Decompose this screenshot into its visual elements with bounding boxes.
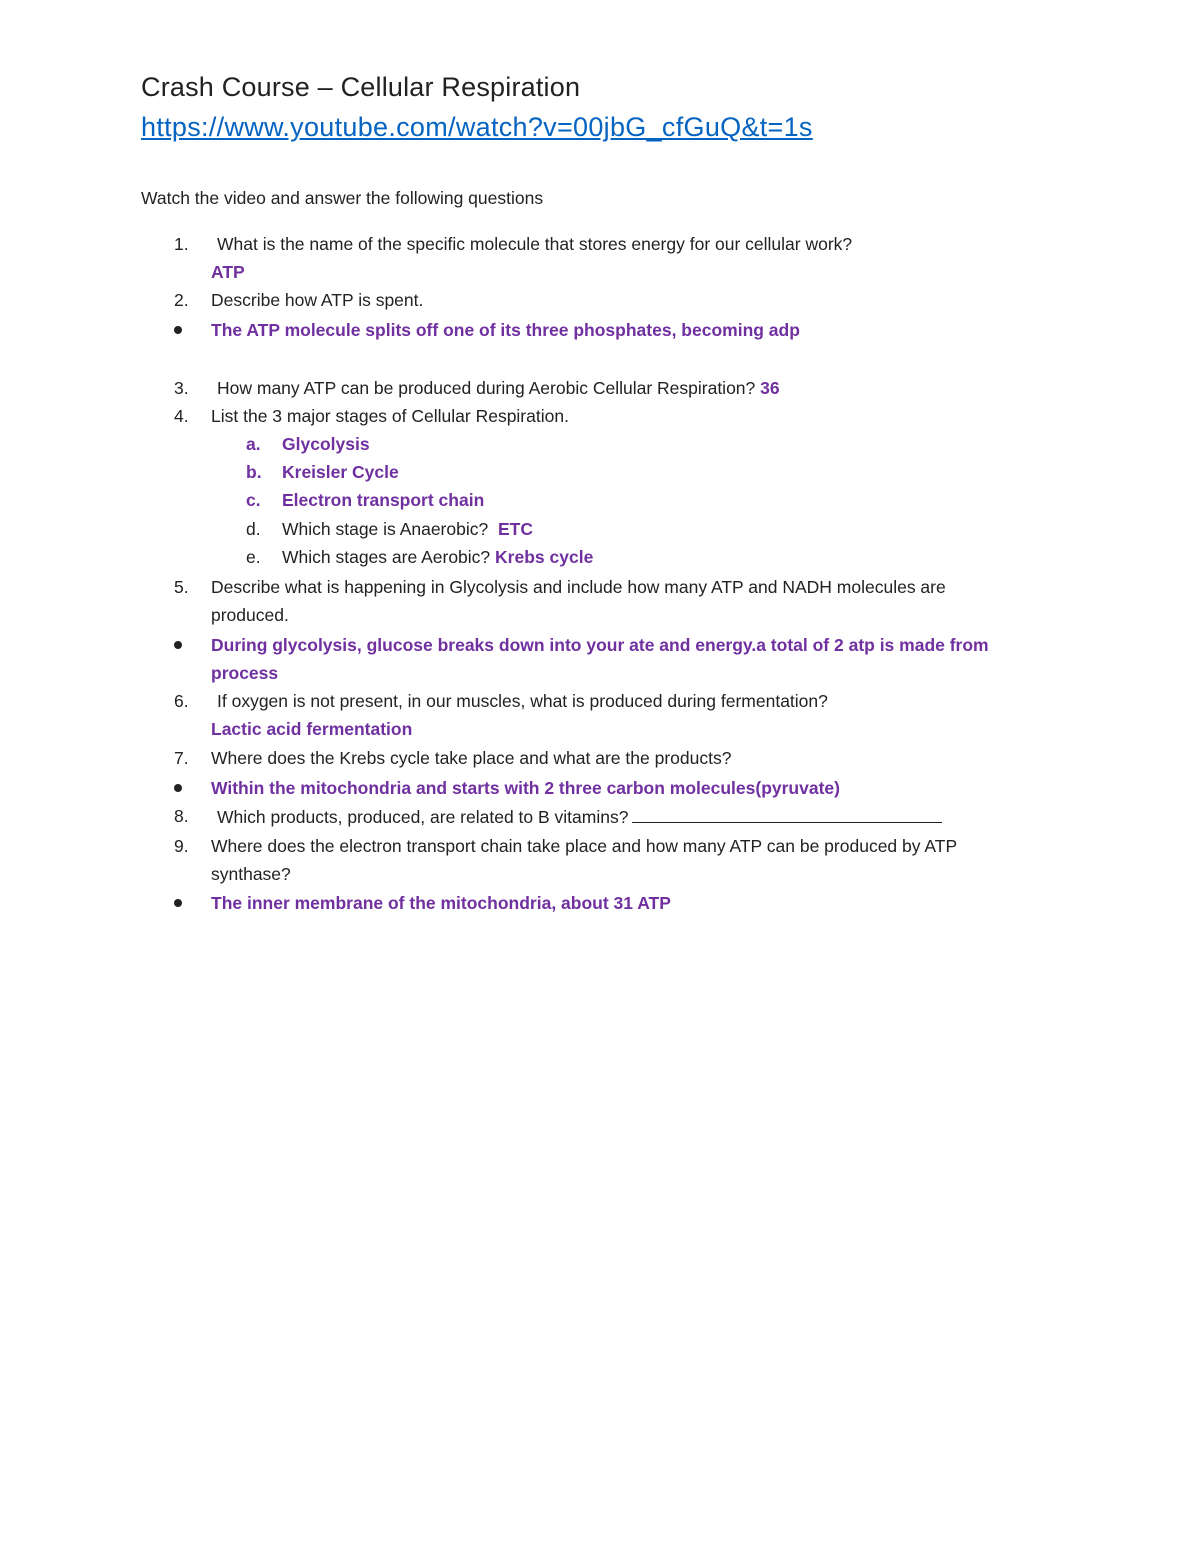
q2-number: 2. — [174, 290, 189, 310]
q4-item-e-question: Which stages are Aerobic? — [282, 547, 491, 567]
bullet-icon — [174, 784, 182, 792]
q4-question: List the 3 major stages of Cellular Respiration. — [211, 406, 569, 426]
q3-line — [217, 376, 780, 400]
q7-number: 7. — [174, 748, 189, 768]
q1-number: 1. — [174, 234, 189, 254]
q4-item-b-answer: Kreisler Cycle — [282, 462, 399, 482]
bullet-icon — [174, 326, 182, 334]
q5-question-line1: Describe what is happening in Glycolysis and include how many ATP and NADH molecules are — [211, 577, 946, 597]
q4-item-e — [282, 545, 593, 569]
q9-question-line1: Where does the electron transport chain take place and how many ATP can be produced by ATP — [211, 836, 958, 856]
q4-item-b-letter: b. — [246, 462, 262, 482]
q2-answer: The ATP molecule splits off one of its three phosphates, becoming adp — [211, 320, 800, 340]
q6-number: 6. — [174, 691, 189, 711]
instructions: Watch the video and answer the following questions — [141, 188, 544, 208]
q3-answer: 36 — [760, 378, 780, 398]
video-link[interactable]: https://www.youtube.com/watch?v=00jbG_cfGuQ&t=1s — [141, 112, 813, 142]
bullet-icon — [174, 899, 182, 907]
q8-line — [217, 804, 942, 829]
q3-question: How many ATP can be produced during Aerobic Cellular Respiration? — [217, 378, 756, 398]
page-title: Crash Course – Cellular Respiration — [141, 72, 581, 102]
q4-item-c-letter: c. — [246, 490, 261, 510]
q9-number: 9. — [174, 836, 189, 856]
q2-question: Describe how ATP is spent. — [211, 290, 424, 310]
q5-number: 5. — [174, 577, 189, 597]
q1-question: What is the name of the specific molecule that stores energy for our cellular work? — [217, 234, 853, 254]
q8-answer-blank[interactable] — [632, 804, 942, 823]
q4-item-d-answer: ETC — [497, 519, 533, 539]
q6-question: If oxygen is not present, in our muscles, what is produced during fermentation? — [217, 691, 828, 711]
q5-answer-line1: During glycolysis, glucose breaks down into your ate and energy.a total of 2 atp is made from — [211, 635, 989, 655]
q6-answer: Lactic acid fermentation — [211, 719, 413, 739]
bullet-icon — [174, 641, 182, 649]
q1-answer: ATP — [211, 262, 245, 282]
q5-question-line2: produced. — [211, 605, 289, 625]
q8-question: Which products, produced, are related to B vitamins? — [217, 807, 629, 827]
q8-number: 8. — [174, 806, 189, 826]
q4-item-a-answer: Glycolysis — [282, 434, 370, 454]
q7-answer: Within the mitochondria and starts with 2 three carbon molecules(pyruvate) — [211, 778, 840, 798]
q4-item-d — [282, 517, 533, 541]
q9-answer: The inner membrane of the mitochondria, about 31 ATP — [211, 893, 671, 913]
q7-question: Where does the Krebs cycle take place and what are the products? — [211, 748, 732, 768]
q4-item-c-answer: Electron transport chain — [282, 490, 485, 510]
q5-answer-line2: process — [211, 663, 279, 683]
q3-number: 3. — [174, 378, 189, 398]
q4-number: 4. — [174, 406, 189, 426]
q9-question-line2: synthase? — [211, 864, 291, 884]
q4-item-d-question: Which stage is Anaerobic? — [282, 519, 489, 539]
q4-item-a-letter: a. — [246, 434, 261, 454]
q4-item-e-letter: e. — [246, 547, 261, 567]
q4-item-d-letter: d. — [246, 519, 261, 539]
q4-item-e-answer: Krebs cycle — [495, 547, 594, 567]
